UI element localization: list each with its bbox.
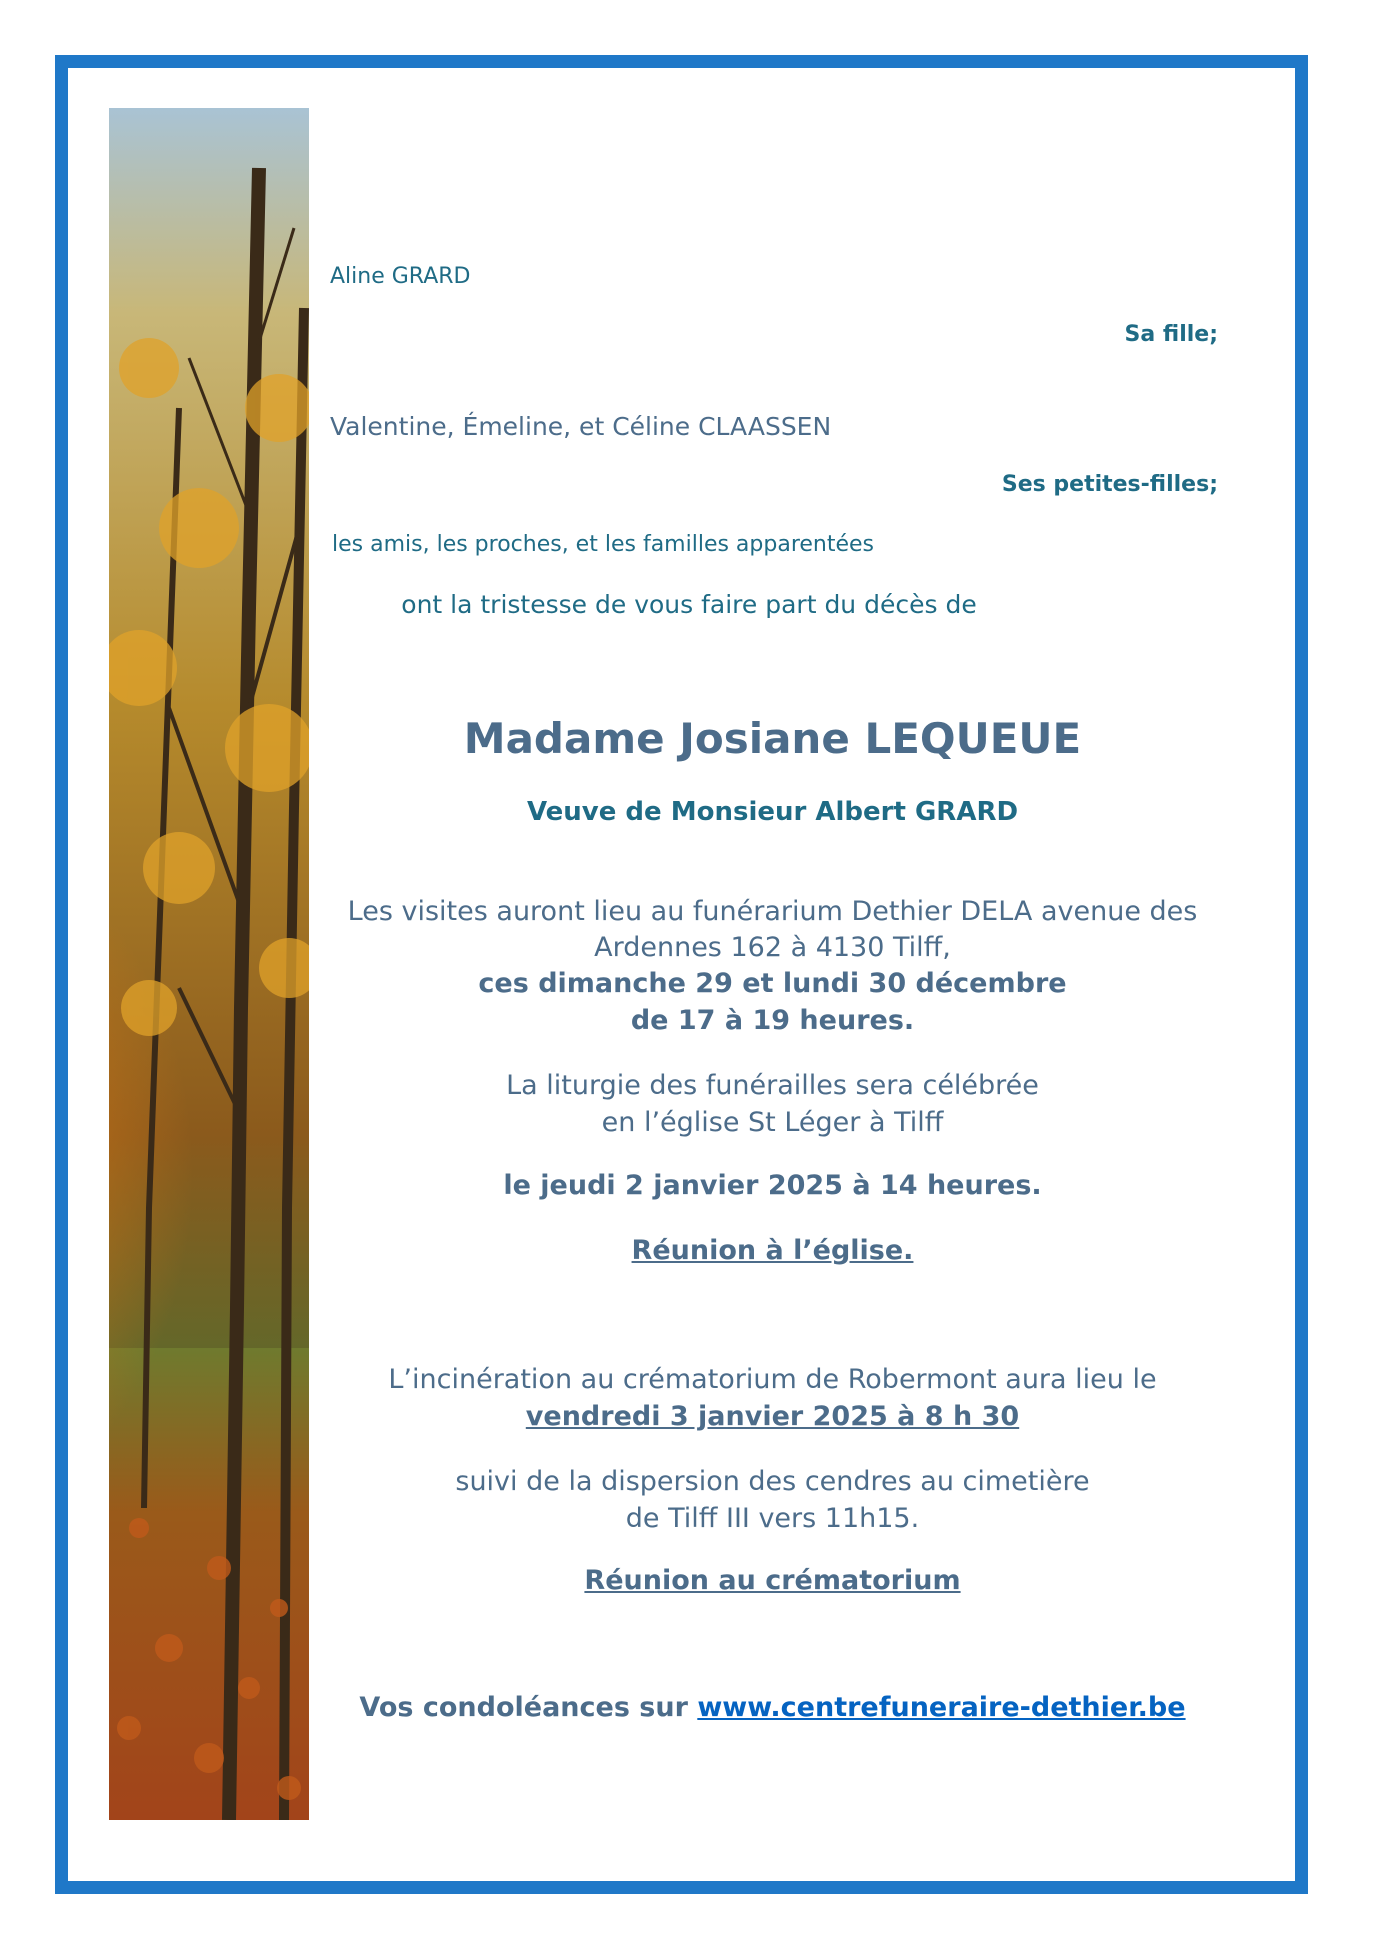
liturgy-date: le jeudi 2 janvier 2025 à 14 heures. xyxy=(503,1170,1042,1201)
announcement-line: ont la tristesse de vous faire part du décès de xyxy=(401,590,977,619)
liturgy-line-1: La liturgie des funérailles sera célébrée xyxy=(506,1070,1039,1101)
visits-line-1: Les visites auront lieu au funérarium Dethier DELA avenue des xyxy=(347,896,1198,927)
visits-line-2: Ardennes 162 à 4130 Tilff, xyxy=(594,932,951,963)
granddaughters-role: Ses petites-filles; xyxy=(1001,472,1218,497)
autumn-trees-photo xyxy=(109,108,309,1820)
daughter-role: Sa fille; xyxy=(1124,322,1218,347)
condolences-prefix: Vos condoléances sur xyxy=(359,1692,688,1723)
deceased-subtitle: Veuve de Monsieur Albert GRARD xyxy=(526,797,1019,827)
deceased-name: Madame Josiane LEQUEUE xyxy=(463,714,1082,763)
liturgy-line-2: en l’église St Léger à Tilff xyxy=(601,1107,944,1138)
incineration-line-1: L’incinération au crématorium de Robermont aura lieu le xyxy=(388,1364,1157,1395)
incineration-date: vendredi 3 janvier 2025 à 8 h 30 xyxy=(525,1401,1020,1432)
visits-hours: de 17 à 19 heures. xyxy=(630,1005,915,1036)
dispersion-line-2: de Tilff III vers 11h15. xyxy=(625,1503,920,1534)
relatives-line: les amis, les proches, et les familles apparentées xyxy=(332,532,875,557)
daughter-name: Aline GRARD xyxy=(330,264,471,289)
visits-dates: ces dimanche 29 et lundi 30 décembre xyxy=(478,968,1067,999)
dispersion-line-1: suivi de la dispersion des cendres au cimetière xyxy=(455,1466,1090,1497)
crematorium-meeting-note: Réunion au crématorium xyxy=(584,1565,961,1596)
church-meeting-note: Réunion à l’église. xyxy=(631,1235,914,1266)
condolences-line xyxy=(310,1692,1235,1723)
granddaughters-names: Valentine, Émeline, et Céline CLAASSEN xyxy=(330,412,832,441)
condolences-website-link[interactable]: www.centrefuneraire-dethier.be xyxy=(697,1692,1186,1723)
